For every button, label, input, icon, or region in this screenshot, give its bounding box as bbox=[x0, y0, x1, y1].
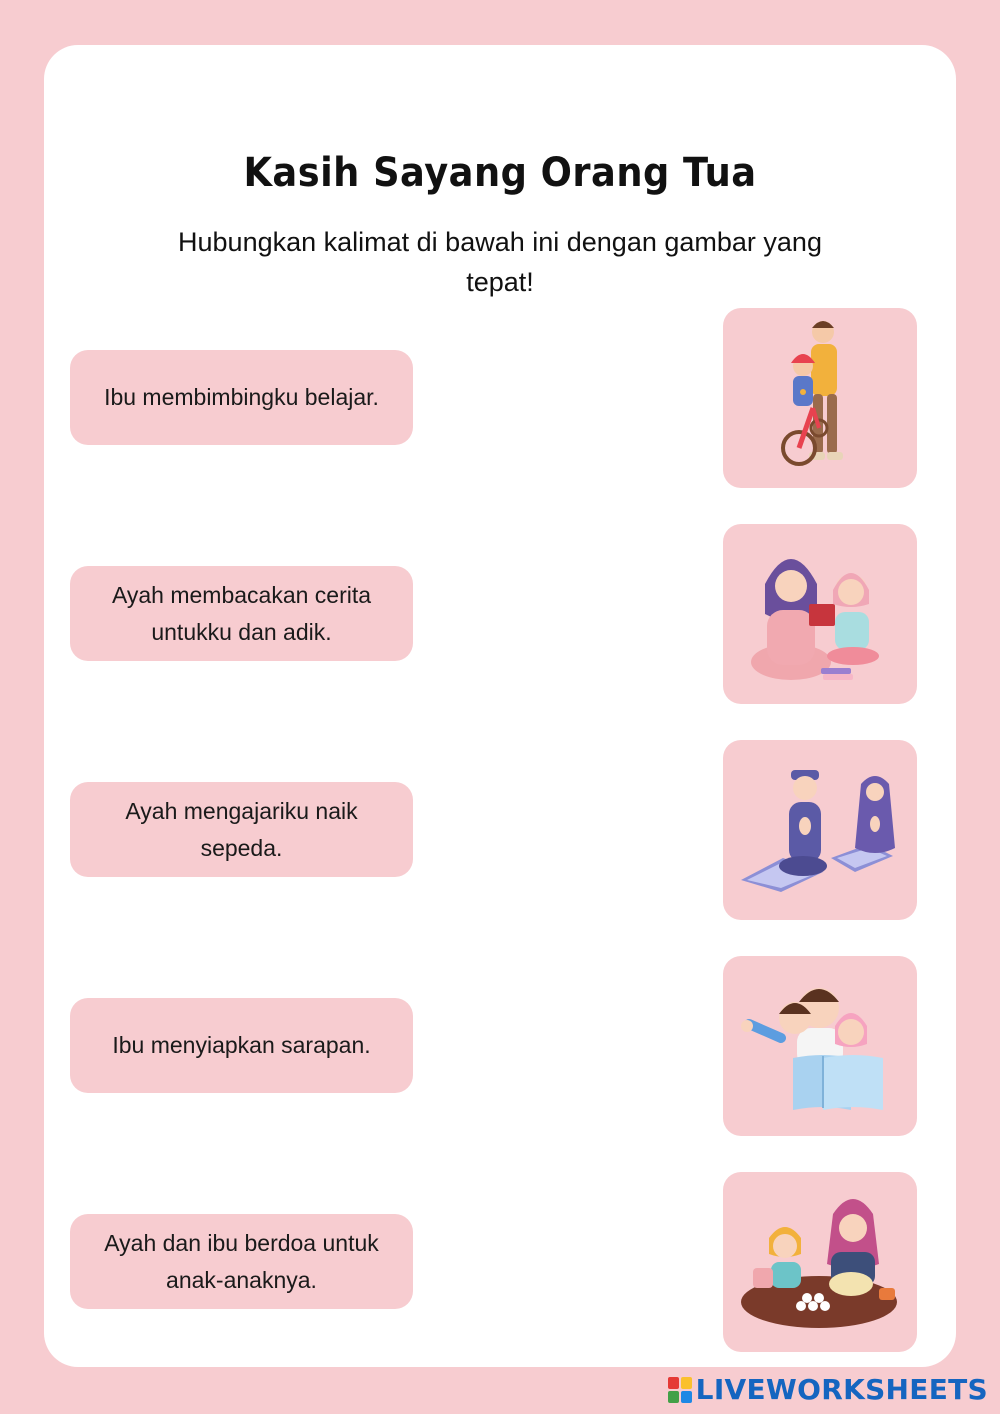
mother-guiding-study-icon bbox=[723, 524, 917, 704]
father-reading-story-icon bbox=[723, 956, 917, 1136]
picture-box-5[interactable] bbox=[723, 1172, 917, 1352]
sentence-box-5[interactable]: Ayah dan ibu berdoa untuk anak-anaknya. bbox=[70, 1214, 413, 1309]
mother-preparing-breakfast-icon bbox=[723, 1172, 917, 1352]
picture-box-2[interactable] bbox=[723, 524, 917, 704]
liveworksheets-wordmark: LIVEWORKSHEETS bbox=[695, 1373, 988, 1406]
picture-box-3[interactable] bbox=[723, 740, 917, 920]
sentence-box-3[interactable]: Ayah mengajariku naik sepeda. bbox=[70, 782, 413, 877]
liveworksheets-logo-icon bbox=[668, 1377, 692, 1403]
father-teaching-bike-icon bbox=[723, 308, 917, 488]
sentence-box-1[interactable]: Ibu membimbingku belajar. bbox=[70, 350, 413, 445]
picture-box-1[interactable] bbox=[723, 308, 917, 488]
sentence-box-2[interactable]: Ayah membacakan cerita untukku dan adik. bbox=[70, 566, 413, 661]
liveworksheets-logo bbox=[668, 1373, 988, 1406]
worksheet-title: Kasih Sayang Orang Tua bbox=[243, 150, 757, 196]
sentence-box-4[interactable]: Ibu menyiapkan sarapan. bbox=[70, 998, 413, 1093]
worksheet-instruction: Hubungkan kalimat di bawah ini dengan gambar yang tepat! bbox=[178, 227, 822, 297]
parents-praying-icon bbox=[723, 740, 917, 920]
picture-box-4[interactable] bbox=[723, 956, 917, 1136]
